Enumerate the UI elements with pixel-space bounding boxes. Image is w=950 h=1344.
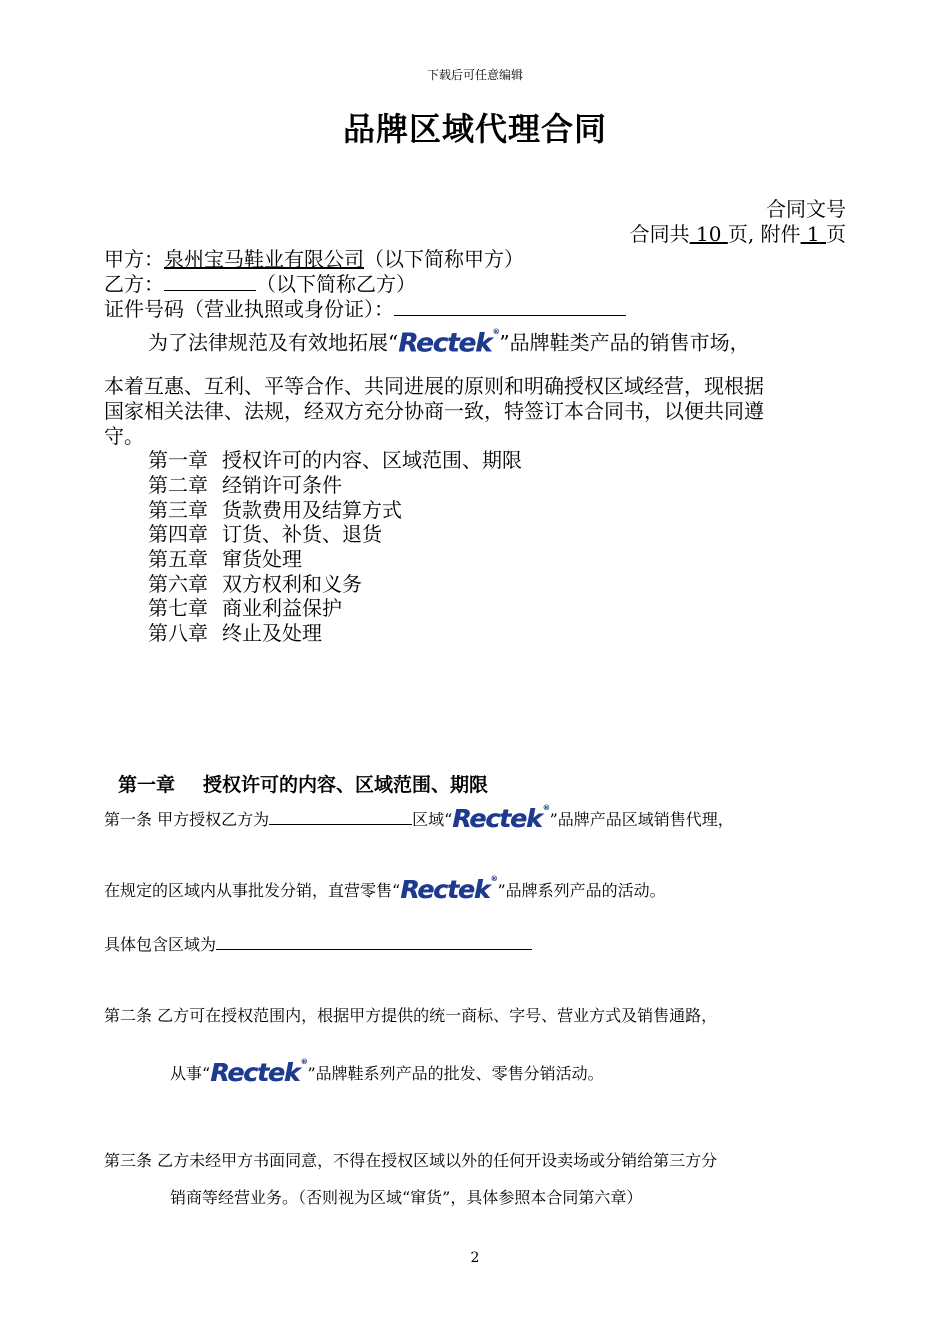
rectek-logo: Rectek® xyxy=(400,874,498,904)
toc-item: 第七章 商业利益保护 xyxy=(148,596,342,620)
intro-line-4: 守。 xyxy=(104,424,144,448)
header-note: 下载后可任意编辑 xyxy=(426,68,523,82)
pages-line: 合同共 10 页, 附件 1 页 xyxy=(629,222,846,246)
article-3-line-2: 销商等经营业务。（否则视为区域“窜货”，具体参照本合同第六章） xyxy=(170,1188,643,1207)
page-count: 10 xyxy=(696,222,722,246)
id-number-line: 证件号码（营业执照或身份证）： xyxy=(104,297,626,322)
included-region-blank[interactable] xyxy=(216,931,532,950)
intro-line-1: 为了法律规范及有效地拓展“Rectek®”品牌鞋类产品的销售市场， xyxy=(148,328,750,359)
party-b-line: 乙方： （以下简称乙方） xyxy=(104,272,416,296)
page-title: 品牌区域代理合同 xyxy=(342,110,607,148)
party-b-blank[interactable] xyxy=(164,272,256,291)
toc-item: 第八章 终止及处理 xyxy=(148,621,322,645)
page-number: 2 xyxy=(470,1250,480,1266)
rectek-logo: Rectek® xyxy=(452,803,550,833)
chapter-1-heading: 第一章 授权许可的内容、区域范围、期限 xyxy=(118,774,489,796)
intro-line-2: 本着互惠、互利、平等合作、共同进展的原则和明确授权区域经营，现根据 xyxy=(104,374,764,398)
toc-item: 第二章 经销许可条件 xyxy=(148,473,342,497)
id-number-blank[interactable] xyxy=(394,297,626,316)
rectek-logo: Rectek® xyxy=(210,1057,308,1087)
article-1-line-3: 具体包含区域为 xyxy=(104,931,532,955)
toc-item: 第五章 窜货处理 xyxy=(148,547,302,571)
rectek-logo: Rectek® xyxy=(398,328,500,359)
toc-item: 第三章 货款费用及结算方式 xyxy=(148,498,402,522)
article-2-line-1: 第二条 乙方可在授权范围内，根据甲方提供的统一商标、字号、营业方式及销售通路， xyxy=(104,1006,718,1025)
party-a-name: 泉州宝马鞋业有限公司 xyxy=(164,247,364,271)
toc-item: 第一章 授权许可的内容、区域范围、期限 xyxy=(148,448,522,472)
article-2-line-2: 从事“Rectek®”品牌鞋系列产品的批发、零售分销活动。 xyxy=(170,1057,604,1087)
article-1-line-1: 第一条 甲方授权乙方为 区域“Rectek®”品牌产品区域销售代理， xyxy=(104,803,734,833)
attachment-count: 1 xyxy=(806,222,820,246)
toc-item: 第四章 订货、补货、退货 xyxy=(148,522,382,546)
agency-region-blank[interactable] xyxy=(269,806,412,825)
article-3-line-1: 第三条 乙方未经甲方书面同意，不得在授权区域以外的任何开设卖场或分销给第三方分 xyxy=(104,1151,718,1170)
intro-line-3: 国家相关法律、法规，经双方充分协商一致，特签订本合同书，以便共同遵 xyxy=(104,399,764,423)
party-a-line: 甲方：泉州宝马鞋业有限公司（以下简称甲方） xyxy=(104,247,524,271)
article-1-line-2: 在规定的区域内从事批发分销，直营零售“Rectek®”品牌系列产品的活动。 xyxy=(104,874,666,904)
contract-no-label: 合同文号 xyxy=(766,197,846,221)
toc-item: 第六章 双方权利和义务 xyxy=(148,572,362,596)
